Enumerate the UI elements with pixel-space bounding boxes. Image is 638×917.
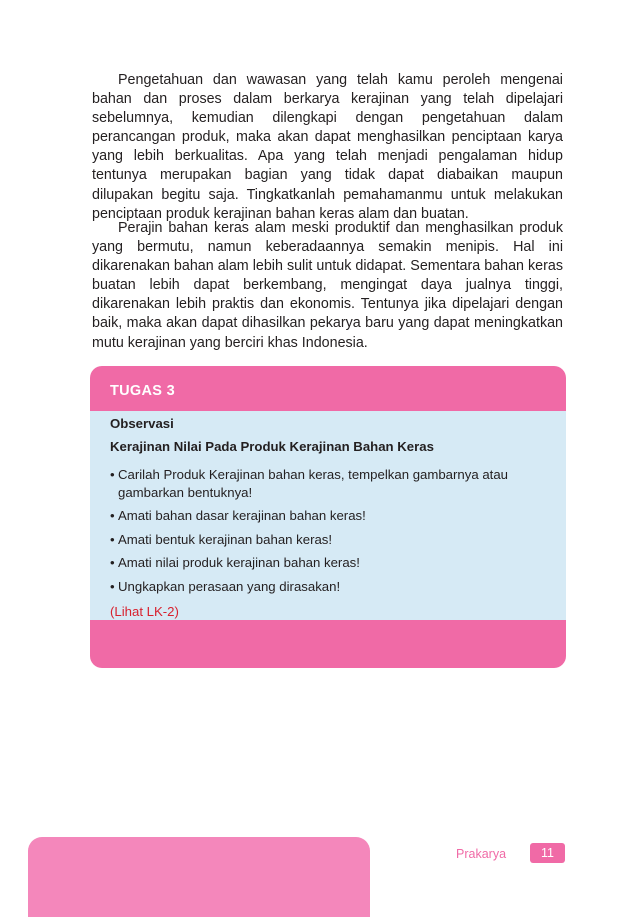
bullet-marker: •: [110, 531, 115, 547]
body-paragraph-2: Perajin bahan keras alam meski produktif dan menghasilkan produk yang bermutu, namun keberadaannya semakin menipis. Hal ini dikarenakan bahan alam lebih sulit untuk didapat. Sementara bahan keras buatan lebih dapat berkembang, mengingat daya jualnya tinggi, dikarenakan lebih praktis dan ekonomis. Tentunya jika dipelajari dengan baik, maka akan dapat dihasilkan pekarya baru yang dapat meningkatkan mutu kerajinan yang berciri khas Indonesia.: [92, 220, 563, 351]
task-reference: (Lihat LK-2): [110, 604, 179, 619]
bullet-marker: •: [110, 467, 115, 482]
task-list-item: [106, 578, 546, 596]
page-number: 11: [530, 843, 565, 863]
bullet-marker: •: [110, 578, 115, 594]
task-list-item: [106, 554, 546, 572]
task-list-item: [106, 531, 546, 549]
task-item-text: Amati bahan dasar kerajinan bahan keras!: [118, 508, 366, 523]
task-title: TUGAS 3: [110, 383, 175, 399]
footer-book-title: Prakarya: [456, 847, 507, 861]
footer-bar: [28, 837, 370, 917]
task-content: [90, 411, 566, 620]
task-item-text: Amati nilai produk kerajinan bahan keras!: [118, 555, 360, 570]
bullet-marker: •: [110, 555, 115, 570]
task-list: [106, 466, 546, 601]
task-list-item: [106, 507, 546, 525]
bullet-marker: •: [110, 508, 115, 523]
task-item-text: Carilah Produk Kerajinan bahan keras, tempelkan gambarnya atau gambarkan bentuknya!: [118, 467, 508, 500]
body-paragraph-1: Pengetahuan dan wawasan yang telah kamu peroleh mengenai bahan dan proses dalam berkarya kerajinan yang telah dipelajari sebelumnya, kemudian dilengkapi dengan pengetahuan dalam perancangan produk, maka akan dapat menghasilkan penciptaan karya yang lebih berkualitas. Apa yang telah menjadi pengalaman hidup tentunya merupakan bagian yang tidak dapat diabaikan maupun dilupakan begitu saja. Tingkatkanlah pemahamanmu untuk melakukan penciptaan produk kerajinan bahan keras alam dan buatan.: [92, 72, 563, 222]
task-subtitle: Observasi: [110, 416, 174, 431]
task-heading: Kerajinan Nilai Pada Produk Kerajinan Bahan Keras: [110, 439, 434, 454]
task-box: [90, 366, 566, 668]
task-item-text: Ungkapkan perasaan yang dirasakan!: [118, 578, 341, 594]
task-list-item: [106, 466, 546, 501]
task-item-text: Amati bentuk kerajinan bahan keras!: [118, 531, 333, 547]
